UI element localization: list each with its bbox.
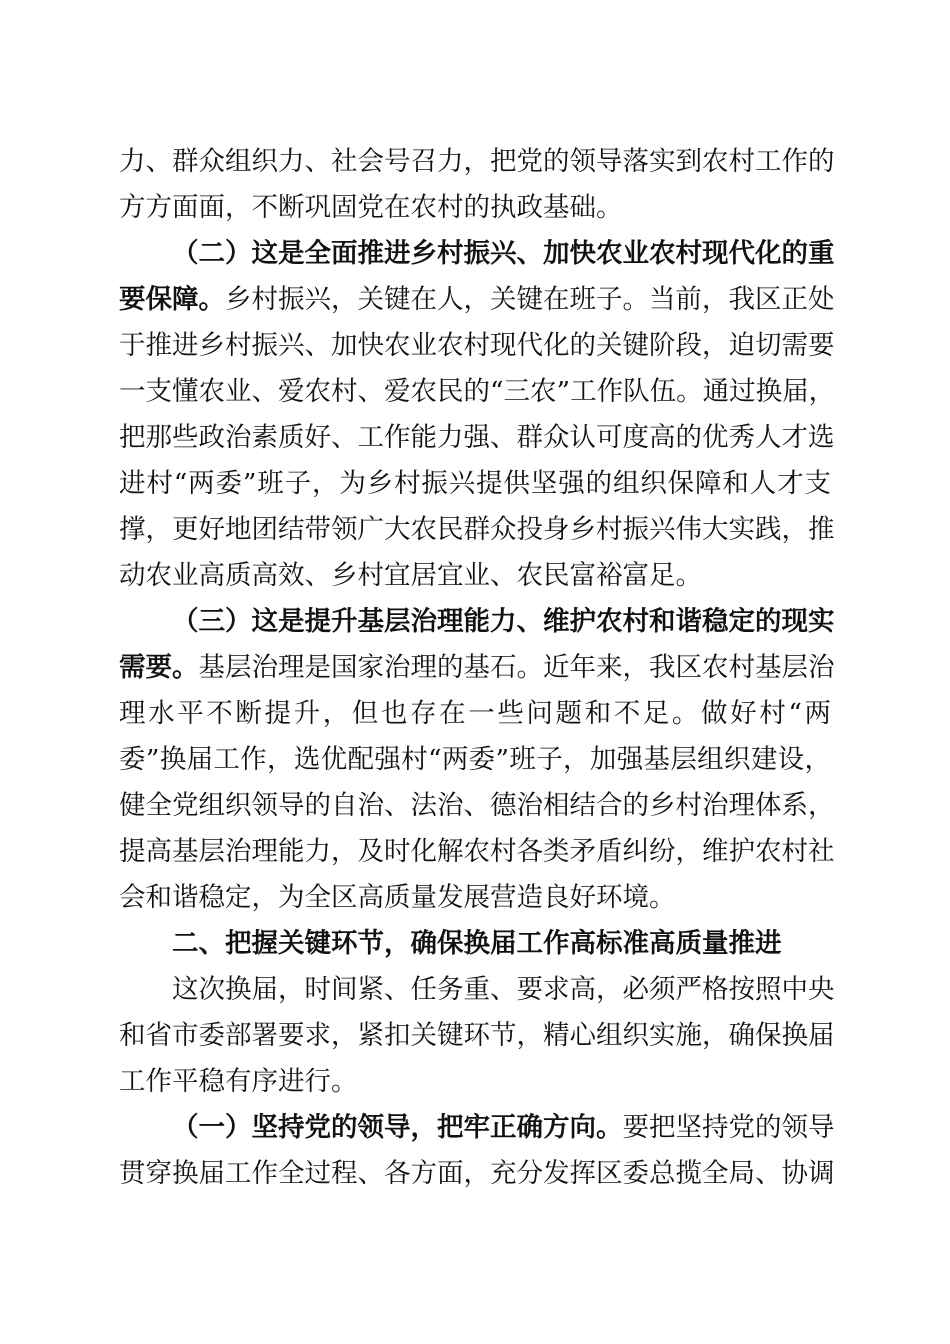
paragraph-lead: （三）这是提升基层治理能力、维护农村和谐稳定的现实: [172, 606, 835, 637]
text-line: 工作平稳有序进行。: [119, 1066, 358, 1097]
paragraph-text: 乡村振兴，关键在人，关键在班子。当前，我区正处: [225, 284, 835, 315]
paragraph-text: 要把坚持党的领导: [622, 1112, 835, 1143]
text-line: 贯穿换届工作全过程、各方面，充分发挥区委总揽全局、协调: [119, 1158, 835, 1189]
text-line: 委”换届工作，选优配强村“两委”班子，加强基层组织建设，: [119, 744, 831, 775]
paragraph-lead: （二）这是全面推进乡村振兴、加快农业农村现代化的重: [172, 238, 835, 269]
text-line: 方方面面，不断巩固党在农村的执政基础。: [119, 192, 623, 223]
text-line: 动农业高质高效、乡村宜居宜业、农民富裕富足。: [119, 560, 702, 591]
text-line: [119, 646, 835, 690]
text-line: 力、群众组织力、社会号召力，把党的领导落实到农村工作的: [119, 146, 835, 177]
text-line: 和省市委部署要求，紧扣关键环节，精心组织实施，确保换届: [119, 1020, 835, 1051]
text-line: 这次换届，时间紧、任务重、要求高，必须严格按照中央: [172, 974, 835, 1005]
text-line: 提高基层治理能力，及时化解农村各类矛盾纠纷，维护农村社: [119, 836, 835, 867]
paragraph-lead: （一）坚持党的领导，把牢正确方向。: [172, 1112, 623, 1143]
text-line: 于推进乡村振兴、加快农业农村现代化的关键阶段，迫切需要: [119, 330, 835, 361]
paragraph-lead-line: [172, 1106, 835, 1150]
paragraph-lead-line: [172, 232, 835, 276]
paragraph-lead-continued: 需要。: [119, 652, 199, 683]
section-heading: 二、把握关键环节，确保换届工作高标准高质量推进: [172, 928, 782, 959]
text-line: [119, 278, 835, 322]
text-line: 会和谐稳定，为全区高质量发展营造良好环境。: [119, 882, 676, 913]
text-line: 健全党组织领导的自治、法治、德治相结合的乡村治理体系，: [119, 790, 835, 821]
paragraph-lead-line: [172, 600, 835, 644]
text-line: 一支懂农业、爱农村、爱农民的“三农”工作队伍。通过换届，: [119, 376, 836, 407]
text-line: 进村“两委”班子，为乡村振兴提供坚强的组织保障和人才支: [119, 468, 831, 499]
text-line: 撑，更好地团结带领广大农民群众投身乡村振兴伟大实践，推: [119, 514, 835, 545]
paragraph-text: 基层治理是国家治理的基石。近年来，我区农村基层治: [198, 652, 835, 683]
paragraph-lead-continued: 要保障。: [119, 284, 225, 315]
text-line: 理水平不断提升，但也存在一些问题和不足。做好村“两: [119, 698, 831, 729]
text-line: 把那些政治素质好、工作能力强、群众认可度高的优秀人才选: [119, 422, 835, 453]
